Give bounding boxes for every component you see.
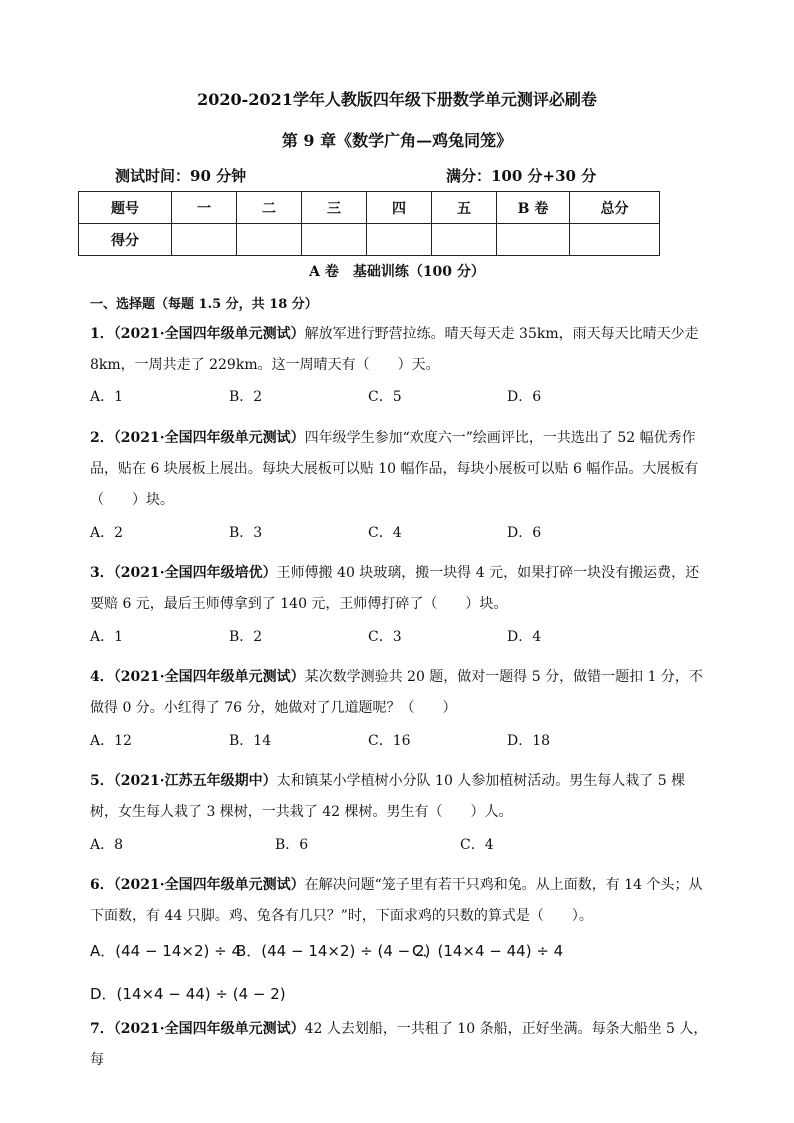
test-time: 测试时间：90 分钟 (115, 167, 247, 185)
question-number: 7． (90, 1021, 114, 1037)
option: A．12 (90, 733, 132, 749)
table-cell: B 卷 (497, 192, 570, 224)
option: B．3 (229, 525, 263, 541)
option: D．4 (507, 629, 542, 645)
table-cell: 总分 (570, 192, 660, 224)
table-cell: 五 (432, 192, 497, 224)
option: C．4 (368, 525, 402, 541)
score-cell (570, 224, 660, 256)
question-text: 42 人去划船，一共租了 10 条船，正好坐满。每条大船坐 5 人，每 (90, 1021, 708, 1068)
score-cell (237, 224, 302, 256)
question-source: （2021·全国四年级培优） (113, 565, 277, 581)
question-text: 四年级学生参加“欢度六一”绘画评比，一共选出了 52 幅优秀作品，贴在 6 块展板上展出。每块大展板可以贴 10 幅作品，每块小展板可以贴 6 幅作品。大展板有（ ）块。 (90, 430, 699, 508)
question-number: 4． (90, 669, 114, 685)
option: A．1 (90, 629, 124, 645)
question-source: （2021·全国四年级单元测试） (113, 1021, 305, 1037)
question-number: 6． (90, 877, 114, 893)
option: C．4 (460, 837, 494, 853)
question-text: 太和镇某小学植树小分队 10 人参加植树活动。男生每人栽了 5 棵树，女生每人栽了 3 棵树，一共栽了 42 棵树。男生有（ ）人。 (90, 773, 686, 820)
option: A．8 (90, 837, 124, 853)
score-table (78, 191, 660, 256)
question-text: 王师傅搬 40 块玻璃，搬一块得 4 元，如果打碎一块没有搬运费，还要赔 6 元，最后王师傅拿到了 140 元，王师傅打碎了（ ）块。 (90, 565, 700, 612)
table-cell: 二 (237, 192, 302, 224)
question-source: （2021·全国四年级单元测试） (113, 877, 305, 893)
option: C．16 (368, 733, 411, 749)
question-source: （2021·全国四年级单元测试） (113, 326, 305, 342)
section-heading: A 卷 基础训练（100 分） (309, 264, 485, 280)
question-source: （2021·全国四年级单元测试） (113, 669, 305, 685)
score-table-score-row (79, 224, 660, 256)
option: B．6 (275, 837, 309, 853)
option: B．14 (229, 733, 272, 749)
question-number: 3． (90, 565, 114, 581)
question-source: （2021·全国四年级单元测试） (113, 430, 305, 446)
question-number: 1． (90, 326, 114, 342)
option: B．2 (229, 629, 263, 645)
option: C．(14×4 − 44) ÷ 4 (412, 942, 564, 960)
question-6 (90, 870, 710, 932)
question-3 (90, 558, 710, 620)
score-cell (432, 224, 497, 256)
option: A．2 (90, 525, 124, 541)
question-source: （2021·江苏五年级期中） (113, 773, 277, 789)
full-score: 满分：100 分+30 分 (446, 167, 597, 185)
table-cell: 题号 (79, 192, 172, 224)
question-text: 某次数学测验共 20 题，做对一题得 5 分，做错一题扣 1 分，不做得 0 分。小红得了 76 分，她做对了几道题呢？（ ） (90, 669, 703, 716)
table-cell: 得分 (79, 224, 172, 256)
option: C．3 (368, 629, 402, 645)
question-2 (90, 423, 710, 516)
table-cell: 四 (367, 192, 432, 224)
option: D．6 (507, 389, 542, 405)
option: D．(14×4 − 44) ÷ (4 − 2) (90, 985, 286, 1003)
option: B．(44 − 14×2) ÷ (4 − 2) (236, 942, 431, 960)
option: C．5 (368, 389, 402, 405)
chapter-title: 第 9 章《数学广角—鸡兔同笼》 (281, 131, 513, 150)
question-text: 在解决问题“笼子里有若干只鸡和兔。从上面数，有 14 个头；从下面数，有 44 只脚。鸡、兔各有几只？”时，下面求鸡的只数的算式是（ ）。 (90, 877, 703, 924)
score-cell (302, 224, 367, 256)
table-cell: 一 (172, 192, 237, 224)
question-5 (90, 766, 710, 828)
option: A．(44 − 14×2) ÷ 4 (90, 942, 242, 960)
table-cell: 三 (302, 192, 367, 224)
part-heading: 一、选择题（每题 1.5 分，共 18 分） (90, 297, 318, 312)
option: D．18 (507, 733, 551, 749)
option: D．6 (507, 525, 542, 541)
document-title: 2020-2021学年人教版四年级下册数学单元测评必刷卷 (197, 90, 597, 109)
question-1 (90, 319, 710, 381)
score-cell (172, 224, 237, 256)
question-text: 解放军进行野营拉练。晴天每天走 35km，雨天每天比晴天少走 8km，一周共走了 229km。这一周晴天有（ ）天。 (90, 326, 699, 373)
option: B．2 (229, 389, 263, 405)
score-cell (497, 224, 570, 256)
option: A．1 (90, 389, 124, 405)
question-4 (90, 662, 710, 724)
question-number: 5． (90, 773, 114, 789)
question-7 (90, 1014, 710, 1076)
question-number: 2． (90, 430, 114, 446)
score-table-header-row (79, 192, 660, 224)
score-cell (367, 224, 432, 256)
